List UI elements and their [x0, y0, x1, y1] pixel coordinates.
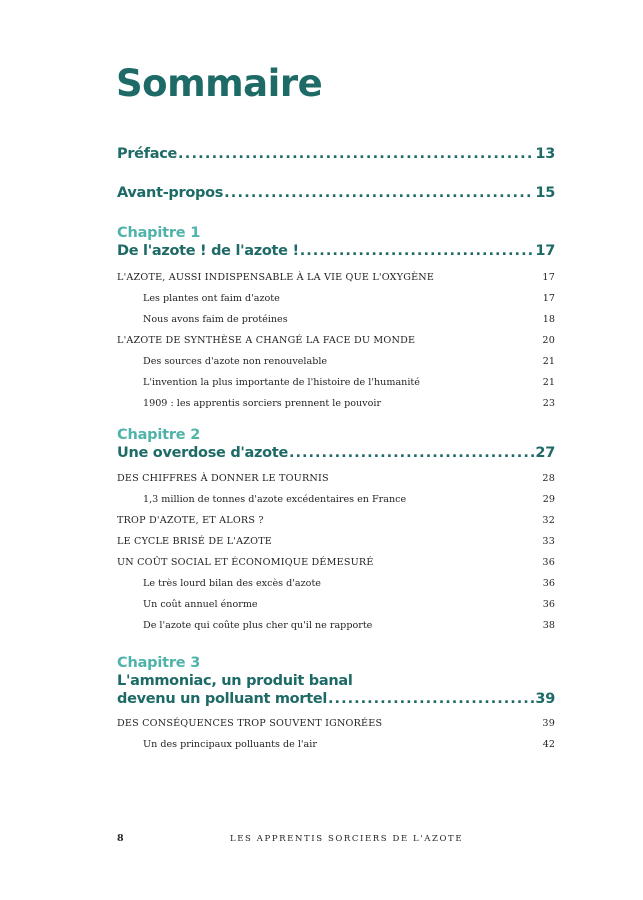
dot-leader	[407, 492, 542, 502]
toc-subsection[interactable]	[117, 489, 555, 510]
toc-page-number: 33	[542, 536, 555, 547]
toc-page-number: 23	[542, 398, 555, 409]
toc-subsection[interactable]	[117, 288, 555, 309]
chapter-title-text: De l'azote ! de l'azote !	[117, 243, 299, 259]
toc-page-number: 39	[542, 718, 555, 729]
dot-leader	[224, 185, 534, 200]
chapter-title-text: Une overdose d'azote	[117, 445, 289, 461]
toc-page-number: 32	[542, 515, 555, 526]
chapter-block-3	[117, 655, 555, 755]
toc-subsection[interactable]	[117, 615, 555, 636]
toc-page-number: 29	[542, 494, 555, 505]
toc-page-number: 39	[535, 691, 555, 707]
dot-leader	[416, 333, 541, 343]
toc-page-number: 17	[542, 293, 555, 304]
dot-leader	[382, 396, 542, 406]
toc-page-number: 42	[542, 739, 555, 750]
toc-page-number: 21	[542, 356, 555, 367]
dot-leader	[265, 513, 542, 523]
toc-subsection-label: Un des principaux polluants de l'air	[143, 739, 317, 750]
toc-entry-label: Préface	[117, 146, 178, 162]
toc-subsection-label: Nous avons faim de protéines	[143, 314, 288, 325]
dot-leader	[328, 354, 542, 364]
toc-section-label: L'AZOTE DE SYNTHÈSE A CHANGÉ LA FACE DU MONDE	[117, 335, 416, 346]
toc-page-number: 36	[542, 578, 555, 589]
toc-subsection[interactable]	[117, 372, 555, 393]
chapter-title[interactable]	[117, 444, 555, 462]
toc-subsection-label: Le très lourd bilan des excès d'azote	[143, 578, 321, 589]
toc-subsection-label: 1,3 million de tonnes d'azote excédentaires en France	[143, 494, 407, 505]
toc-section[interactable]	[117, 468, 555, 489]
dot-leader	[375, 555, 542, 565]
toc-section[interactable]	[117, 267, 555, 288]
folio-page-number: 8	[117, 833, 124, 844]
chapter-title[interactable]	[117, 690, 555, 708]
chapter-title-line[interactable]: L'ammoniac, un produit banal	[117, 673, 353, 689]
dot-leader	[178, 146, 534, 161]
toc-subsection-label: L'invention la plus importante de l'histoire de l'humanité	[143, 377, 420, 388]
dot-leader	[383, 716, 541, 726]
toc-page-number: 21	[542, 377, 555, 388]
toc-section-label: L'AZOTE, AUSSI INDISPENSABLE À LA VIE QUE L'OXYGÈNE	[117, 272, 435, 283]
toc-section-label: DES CONSÉQUENCES TROP SOUVENT IGNORÉES	[117, 718, 383, 729]
toc-page-number: 17	[542, 272, 555, 283]
chapter-title[interactable]	[117, 242, 555, 260]
toc-page-number: 28	[542, 473, 555, 484]
dot-leader	[259, 597, 542, 607]
toc-entry-preface[interactable]	[117, 146, 555, 162]
chapter-title-text: devenu un polluant mortel	[117, 691, 328, 707]
page-title: Sommaire	[116, 62, 323, 105]
toc-section-label: LE CYCLE BRISÉ DE L'AZOTE	[117, 536, 272, 547]
toc-section-label: DES CHIFFRES À DONNER LE TOURNIS	[117, 473, 329, 484]
toc-page-number: 38	[542, 620, 555, 631]
toc-page-number: 15	[535, 185, 555, 201]
dot-leader	[289, 312, 542, 322]
toc-subsection[interactable]	[117, 393, 555, 414]
toc-section[interactable]	[117, 713, 555, 734]
toc-section[interactable]	[117, 330, 555, 351]
toc-subsection[interactable]	[117, 734, 555, 755]
chapter-block-2	[117, 427, 555, 636]
chapter-label: Chapitre 2	[117, 427, 201, 443]
toc-section-label: TROP D'AZOTE, ET ALORS ?	[117, 515, 264, 526]
chapter-label: Chapitre 1	[117, 225, 201, 241]
dot-leader	[322, 576, 542, 586]
toc-page-number: 36	[542, 557, 555, 568]
toc-subsection-label: Un coût annuel énorme	[143, 599, 258, 610]
toc-page-number: 20	[542, 335, 555, 346]
toc-section[interactable]	[117, 510, 555, 531]
chapter-label: Chapitre 3	[117, 655, 201, 671]
toc-page-number: 17	[535, 243, 555, 259]
toc-page-number: 18	[542, 314, 555, 325]
running-title: LES APPRENTIS SORCIERS DE L'AZOTE	[230, 834, 464, 844]
toc-page-number: 27	[535, 445, 555, 461]
toc-section-label: UN COÛT SOCIAL ET ÉCONOMIQUE DÉMESURÉ	[117, 557, 374, 568]
dot-leader	[330, 471, 542, 481]
toc-section[interactable]	[117, 552, 555, 573]
dot-leader	[328, 690, 534, 705]
dot-leader	[373, 618, 541, 628]
toc-subsection-label: Des sources d'azote non renouvelable	[143, 356, 328, 367]
toc-subsection-label: 1909 : les apprentis sorciers prennent le pouvoir	[143, 398, 382, 409]
dot-leader	[273, 534, 541, 544]
toc-subsection[interactable]	[117, 594, 555, 615]
toc-subsection-label: Les plantes ont faim d'azote	[143, 293, 280, 304]
toc-section[interactable]	[117, 531, 555, 552]
dot-leader	[281, 291, 542, 301]
dot-leader	[435, 270, 541, 280]
toc-subsection[interactable]	[117, 573, 555, 594]
toc-entry-label: Avant-propos	[117, 185, 224, 201]
dot-leader	[421, 375, 542, 385]
dot-leader	[318, 737, 542, 747]
chapter-block-1	[117, 225, 555, 414]
toc-page-number: 36	[542, 599, 555, 610]
toc-entry-avant-propos[interactable]	[117, 185, 555, 201]
toc-subsection[interactable]	[117, 351, 555, 372]
toc-subsection[interactable]	[117, 309, 555, 330]
toc-page-number: 13	[535, 146, 555, 162]
dot-leader	[300, 242, 535, 257]
toc-subsection-label: De l'azote qui coûte plus cher qu'il ne rapporte	[143, 620, 373, 631]
dot-leader	[289, 444, 534, 459]
